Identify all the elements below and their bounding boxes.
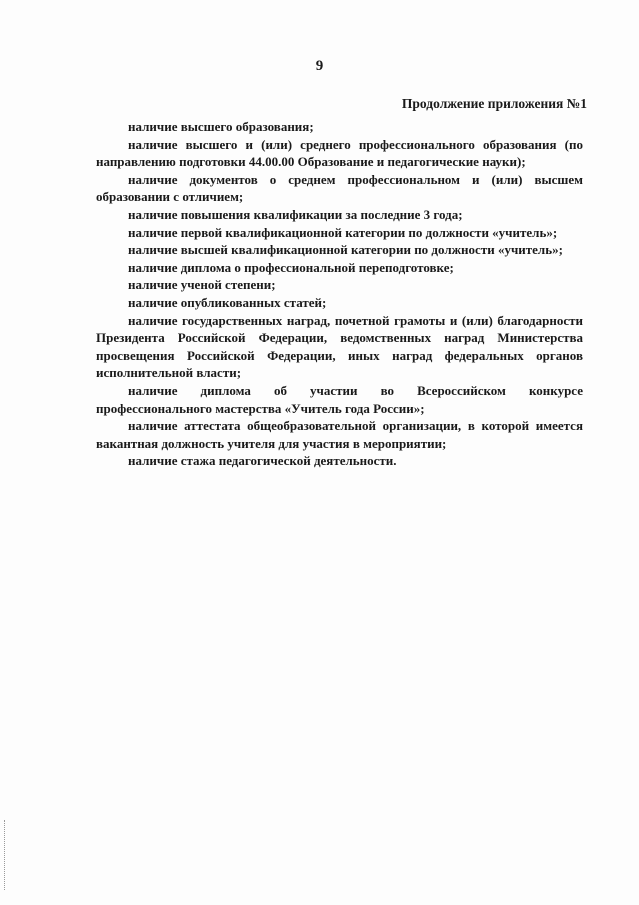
scan-edge-marks <box>4 820 11 890</box>
list-item: наличие государственных наград, почетной грамоты и (или) благодарности Президента Российской Федерации, ведомственных наград Министерства просвещения Российской Федерации, иных наград федеральных органов исполнительной власти; <box>96 312 583 381</box>
list-item: наличие документов о среднем профессиональном и (или) высшем образовании с отличием; <box>96 171 583 205</box>
list-item: наличие опубликованных статей; <box>128 294 327 310</box>
list-item: наличие первой квалификационной категории по должности «учитель»; <box>128 224 558 240</box>
list-item: наличие повышения квалификации за последние 3 года; <box>128 206 463 222</box>
page-number: 9 <box>315 58 324 74</box>
list-item: наличие стажа педагогической деятельности. <box>128 453 397 469</box>
list-item: наличие высшего образования; <box>128 119 314 134</box>
list-item: наличие диплома об участии во Всероссийском конкурсе профессионального мастерства «Учитель года России»; <box>96 382 583 416</box>
list-item: наличие высшей квалификационной категории по должности «учитель»; <box>128 242 563 258</box>
list-item: наличие аттестата общеобразовательной организации, в которой имеется вакантная должность учителя для участия в мероприятии; <box>96 418 583 451</box>
list-item: наличие диплома о профессиональной переподготовке; <box>128 259 454 275</box>
list-item: наличие высшего и (или) среднего профессионального образования (по направлению подготовки 44.00.00 Образование и педагогические науки); <box>96 136 583 170</box>
appendix-continuation-note: Продолжение приложения №1 <box>401 96 587 111</box>
criteria-list <box>96 118 583 470</box>
list-item: наличие ученой степени; <box>128 277 276 293</box>
